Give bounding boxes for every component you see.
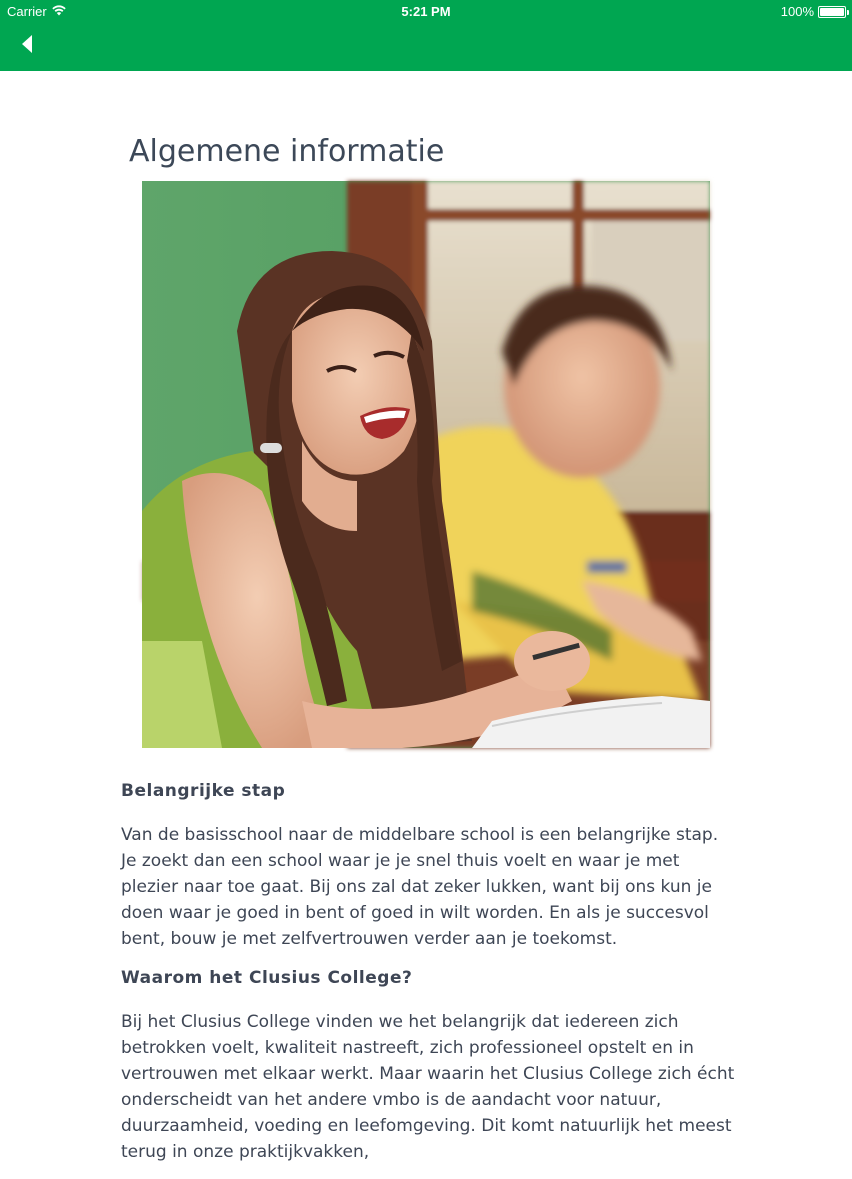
battery-label: 100% [780, 4, 814, 19]
section-heading-waarom-clusius: Waarom het Clusius College? [121, 968, 413, 988]
status-battery-group [781, 4, 846, 19]
battery-icon [818, 6, 846, 18]
status-time: 5:21 PM [401, 4, 451, 19]
section-text-waarom-clusius: Bij het Clusius College vinden we het belangrijk dat iedereen zich betrokken voelt, kwaliteit nastreeft, zich professioneel opstelt en in vertrouwen met elkaar werkt. Maar waarin het Clusius College zich écht onderscheidt van het andere vmbo is de aandacht voor natuur, duurzaamheid, voeding en leefomgeving. Dit komt natuurlijk het meest terug in onze praktijkvakken, [121, 1012, 735, 1162]
section-text-belangrijke-stap: Van de basisschool naar de middelbare school is een belangrijke stap. Je zoekt dan een school waar je je snel thuis voelt en waar je met plezier naar toe gaat. Bij ons zal dat zeker lukken, want bij ons kun je doen waar je goed in bent of goed in wilt worden. En als je succesvol bent, bouw je met zelfvertrouwen verder aan je toekomst. [121, 825, 719, 949]
navigation-bar [0, 0, 852, 71]
article-body [121, 779, 736, 1179]
carrier-label: Carrier [7, 4, 47, 19]
students-photo [142, 181, 710, 748]
chevron-left-icon [20, 34, 34, 59]
content-scroll-view[interactable] [0, 71, 852, 1162]
section-heading-belangrijke-stap: Belangrijke stap [121, 781, 286, 801]
back-button[interactable] [14, 33, 40, 59]
status-bar [0, 0, 852, 24]
page-title: Algemene informatie [129, 134, 445, 169]
hero-image [142, 181, 710, 748]
